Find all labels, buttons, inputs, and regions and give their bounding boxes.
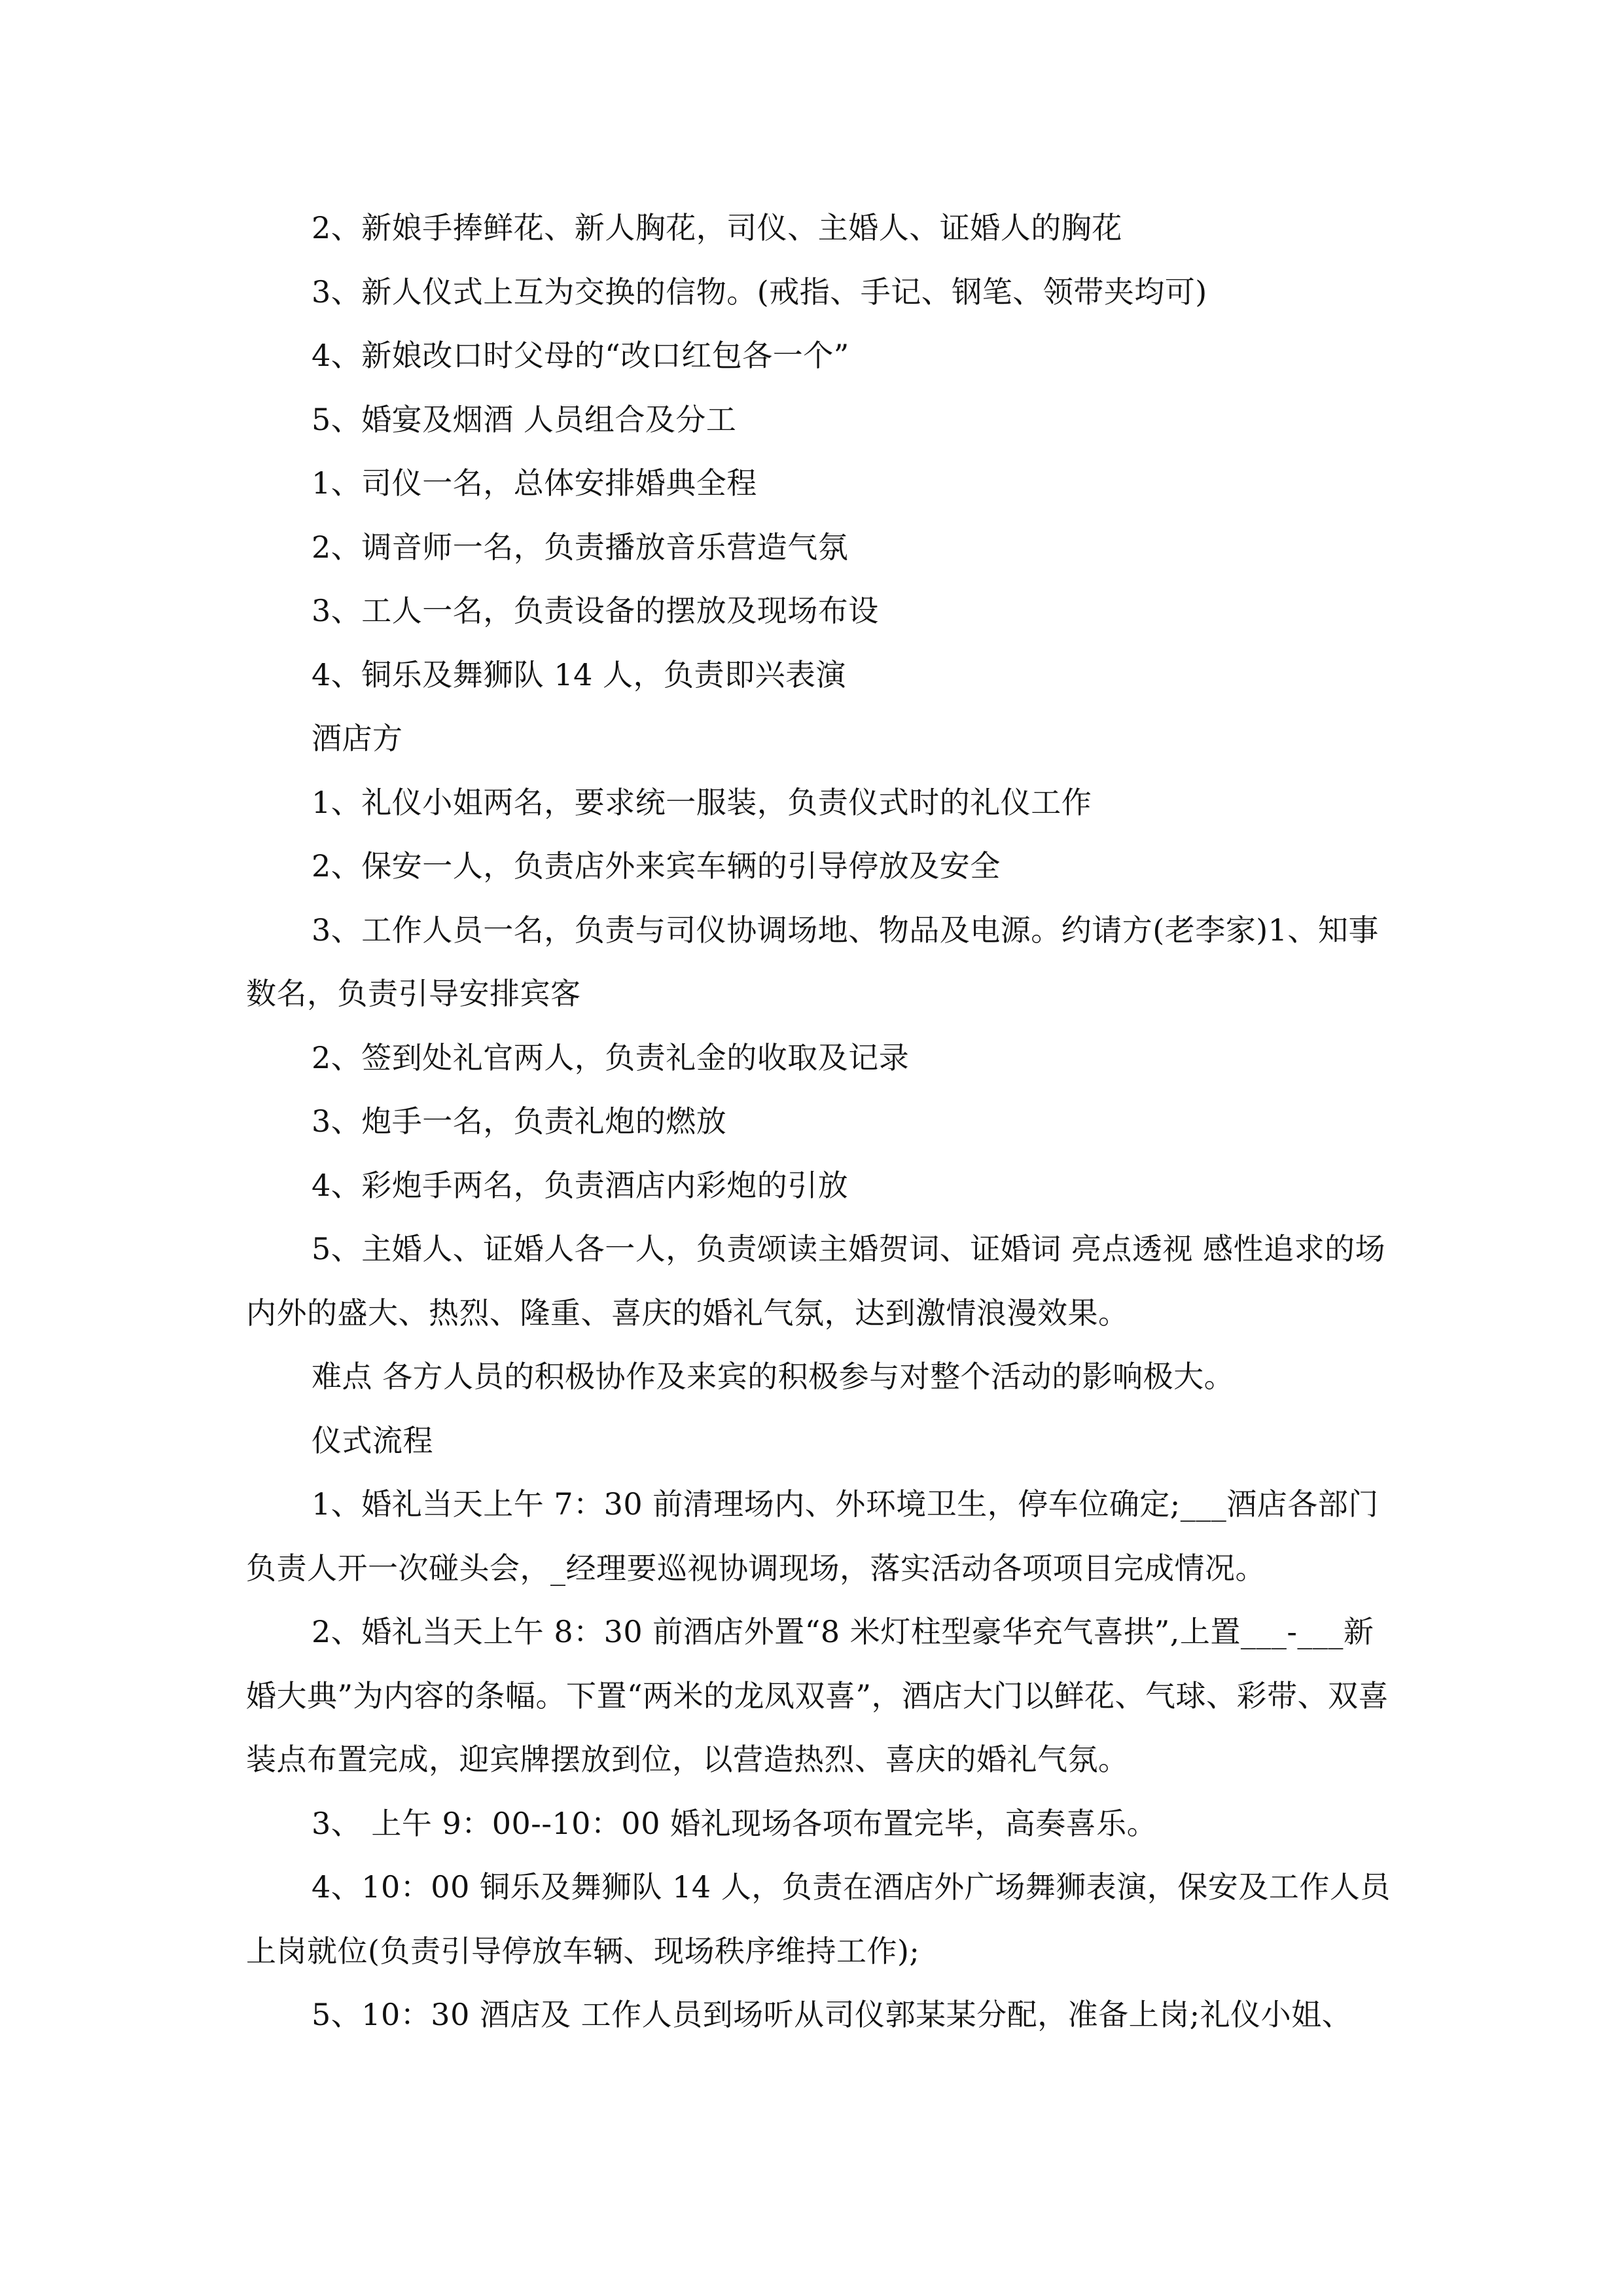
section-heading: 仪式流程	[312, 1422, 433, 1458]
paragraph: 4、新娘改口时父母的“改口红包各一个”	[312, 338, 849, 373]
document-body	[246, 196, 1398, 2047]
paragraph: 难点 各方人员的积极协作及来宾的积极参与对整个活动的影响极大。	[312, 1359, 1235, 1394]
paragraph: 1、司仪一名，总体安排婚典全程	[312, 465, 757, 501]
paragraph: 2、签到处礼官两人，负责礼金的收取及记录	[312, 1039, 910, 1075]
paragraph: 3、 上午 9：00--10：00 婚礼现场各项布置完毕，高奏喜乐。	[312, 1805, 1158, 1841]
section-heading: 酒店方	[312, 721, 403, 756]
paragraph: 5、婚宴及烟酒 人员组合及分工	[312, 401, 737, 437]
paragraph: 3、工作人员一名，负责与司仪协调场地、物品及电源。约请方(老李家)1、知事数名，负责引导安排宾客	[246, 912, 1379, 1011]
paragraph: 2、婚礼当天上午 8：30 前酒店外置“8 米灯柱型豪华充气喜拱”,上置___-___新婚大典”为内容的条幅。下置“两米的龙凤双喜”，酒店大门以鲜花、气球、彩带、双喜装点布置完成，迎宾牌摆放到位，以营造热烈、喜庆的婚礼气氛。	[246, 1614, 1389, 1777]
paragraph: 4、10：00 铜乐及舞狮队 14 人，负责在酒店外广场舞狮表演，保安及工作人员上岗就位(负责引导停放车辆、现场秩序维持工作);	[246, 1869, 1391, 1969]
paragraph: 4、铜乐及舞狮队 14 人，负责即兴表演	[312, 656, 847, 692]
paragraph: 3、炮手一名，负责礼炮的燃放	[312, 1103, 727, 1139]
paragraph: 2、调音师一名，负责播放音乐营造气氛	[312, 529, 849, 565]
paragraph: 1、婚礼当天上午 7：30 前清理场内、外环境卫生，停车位确定;___酒店各部门负责人开一次碰头会，_经理要巡视协调现场，落实活动各项项目完成情况。	[246, 1486, 1379, 1586]
paragraph: 3、工人一名，负责设备的摆放及现场布设	[312, 593, 879, 628]
paragraph: 5、主婚人、证婚人各一人，负责颂读主婚贺词、证婚词 亮点透视 感性追求的场内外的盛大、热烈、隆重、喜庆的婚礼气氛，达到激情浪漫效果。	[246, 1231, 1386, 1331]
paragraph: 5、10：30 酒店及 工作人员到场听从司仪郭某某分配，准备上岗;礼仪小姐、	[312, 1997, 1353, 2032]
paragraph: 1、礼仪小姐两名，要求统一服装，负责仪式时的礼仪工作	[312, 784, 1092, 820]
paragraph: 4、彩炮手两名，负责酒店内彩炮的引放	[312, 1167, 849, 1203]
paragraph: 3、新人仪式上互为交换的信物。(戒指、手记、钢笔、领带夹均可)	[312, 274, 1207, 310]
paragraph: 2、新娘手捧鲜花、新人胸花，司仪、主婚人、证婚人的胸花	[312, 210, 1122, 245]
paragraph: 2、保安一人，负责店外来宾车辆的引导停放及安全	[312, 848, 1001, 884]
